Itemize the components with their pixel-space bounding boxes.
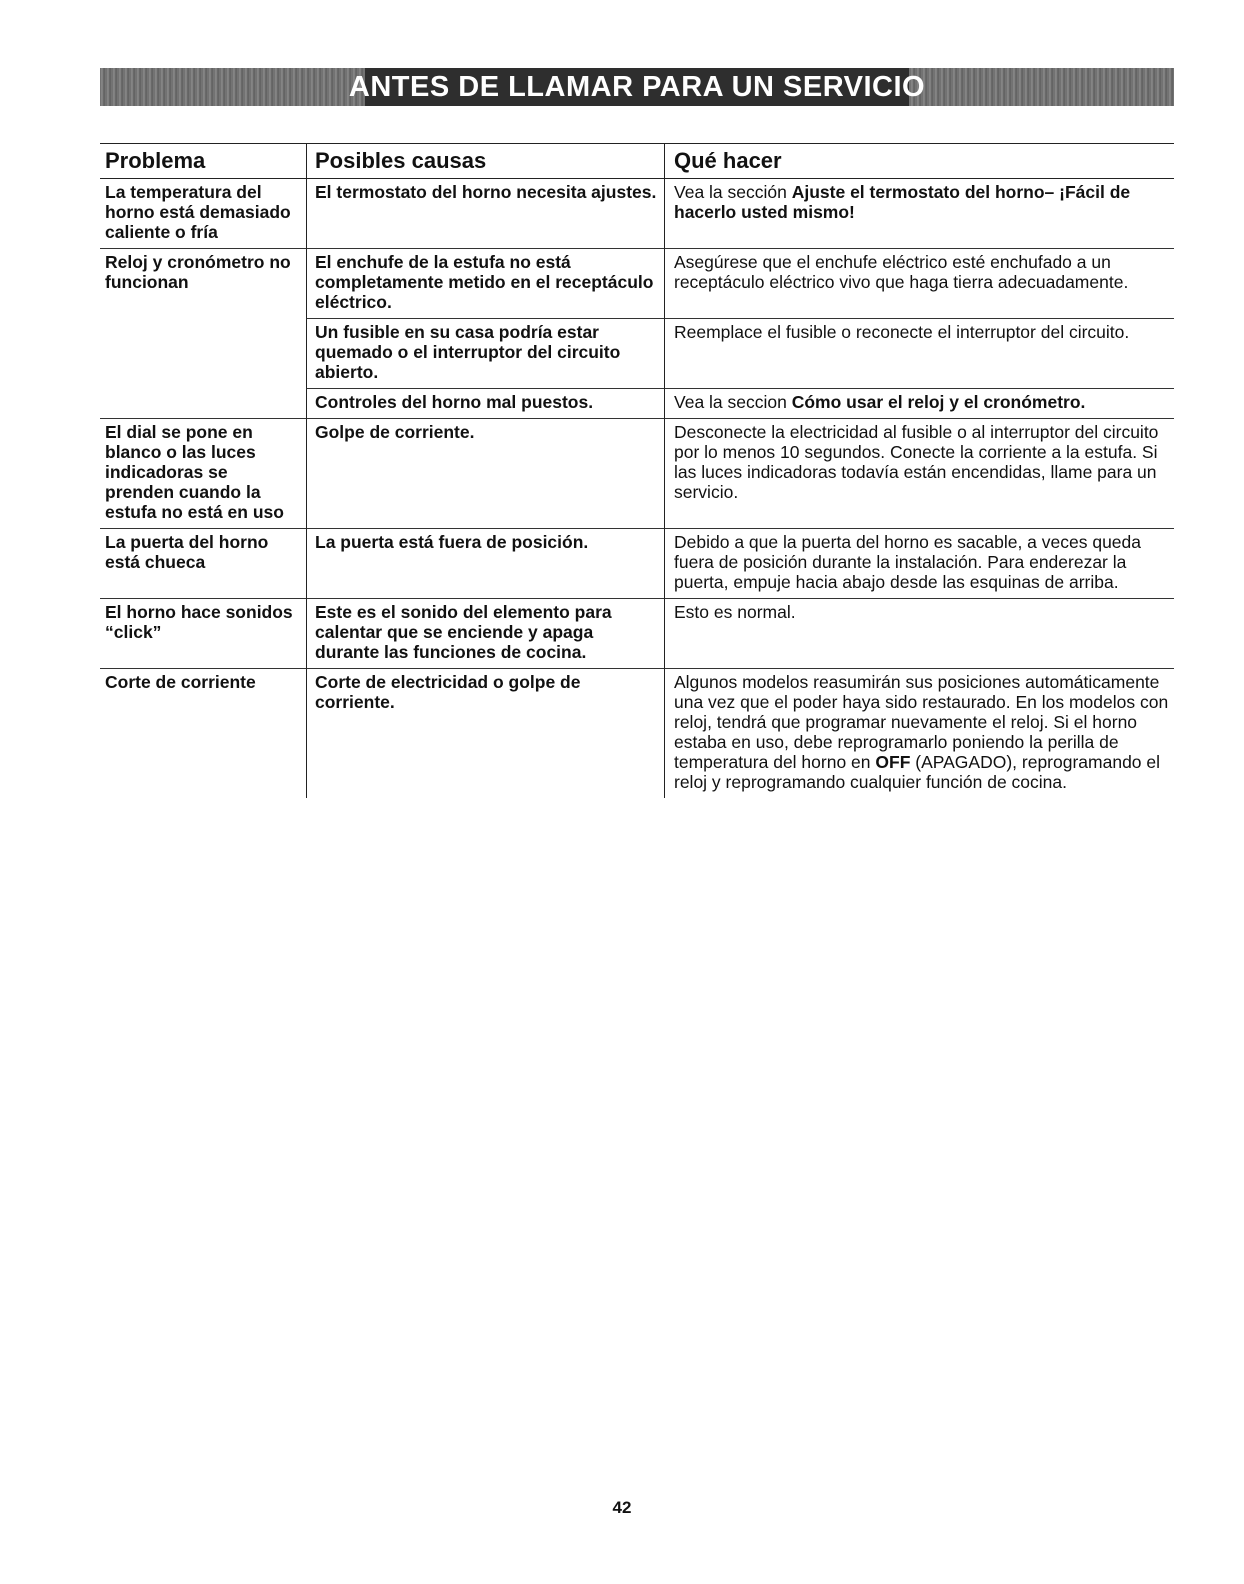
troubleshooting-table (100, 143, 1174, 798)
action-cell (664, 668, 1174, 798)
problem-cell: El horno hace sonidos “click” (100, 598, 306, 668)
action-text: Asegúrese que el enchufe eléctrico esté enchufado a un receptáculo eléctrico vivo que haga tierra adecuadamente. (674, 252, 1129, 292)
problem-cell: Reloj y cronómetro no funcionan (100, 248, 306, 418)
cause-cell: El termostato del horno necesita ajustes. (306, 179, 664, 248)
page-number: 42 (612, 1498, 632, 1517)
action-cell (664, 388, 1174, 418)
action-text: Debido a que la puerta del horno es sacable, a veces queda fuera de posición durante la instalación. Para enderezar la puerta, empuje hacia abajo desde las esquinas de arriba. (674, 532, 1141, 592)
action-text: Algunos modelos reasumirán sus posiciones automáticamente una vez que el poder haya sido restaurado. En los modelos con reloj, tendrá que programar nuevamente el reloj. Si el horno estaba en uso, debe reprogramarlo poniendo la perilla de temperatura del horno en (674, 672, 1169, 772)
problem-cell: El dial se pone en blanco o las luces indicadoras se prenden cuando la estufa no está en uso (100, 418, 306, 528)
action-text: Esto es normal. (674, 602, 796, 622)
action-cell (664, 418, 1174, 528)
problem-cell: La puerta del horno está chueca (100, 528, 306, 598)
action-cell (664, 528, 1174, 598)
cause-cell: Controles del horno mal puestos. (306, 388, 664, 418)
action-text: Vea la sección (674, 182, 792, 202)
action-cell (664, 598, 1174, 668)
cause-cell: Un fusible en su casa podría estar quemado o el interruptor del circuito abierto. (306, 318, 664, 388)
banner-title: ANTES DE LLAMAR PARA UN SERVICIO (348, 70, 926, 103)
action-cell (664, 179, 1174, 248)
action-bold-text: Cómo usar el reloj y el cronómetro. (791, 392, 1086, 412)
action-text: Reemplace el fusible o reconecte el interruptor del circuito. (674, 322, 1130, 342)
cause-cell: Corte de electricidad o golpe de corriente. (306, 668, 664, 798)
header-action: Qué hacer (664, 144, 1174, 179)
cause-cell: La puerta está fuera de posición. (306, 528, 664, 598)
action-cell (664, 318, 1174, 388)
header-causes: Posibles causas (306, 144, 664, 179)
action-bold-text: Ajuste el termostato del horno– ¡Fácil de hacerlo usted mismo! (674, 182, 1131, 222)
action-text: Vea la seccion (674, 392, 792, 412)
cause-cell: El enchufe de la estufa no está completamente metido en el receptáculo eléctrico. (306, 248, 664, 318)
problem-cell: La temperatura del horno está demasiado caliente o fría (105, 182, 291, 242)
header-problem: Problema (100, 144, 306, 179)
table-grid (100, 144, 1174, 798)
action-bold-text: OFF (875, 752, 911, 772)
cause-cell: Este es el sonido del elemento para calentar que se enciende y apaga durante las funciones de cocina. (306, 598, 664, 668)
cause-cell: Golpe de corriente. (306, 418, 664, 528)
section-banner (100, 68, 1174, 106)
problem-cell: Corte de corriente (100, 668, 306, 798)
action-text-after: (APAGADO), reprogramando el reloj y reprogramando cualquier función de cocina. (674, 752, 1161, 792)
action-cell (664, 248, 1174, 318)
action-text: Desconecte la electricidad al fusible o al interruptor del circuito por lo menos 10 segundos. Conecte la corriente a la estufa. Si las luces indicadoras todavía están encendidas, llame para un servicio. (674, 422, 1159, 502)
